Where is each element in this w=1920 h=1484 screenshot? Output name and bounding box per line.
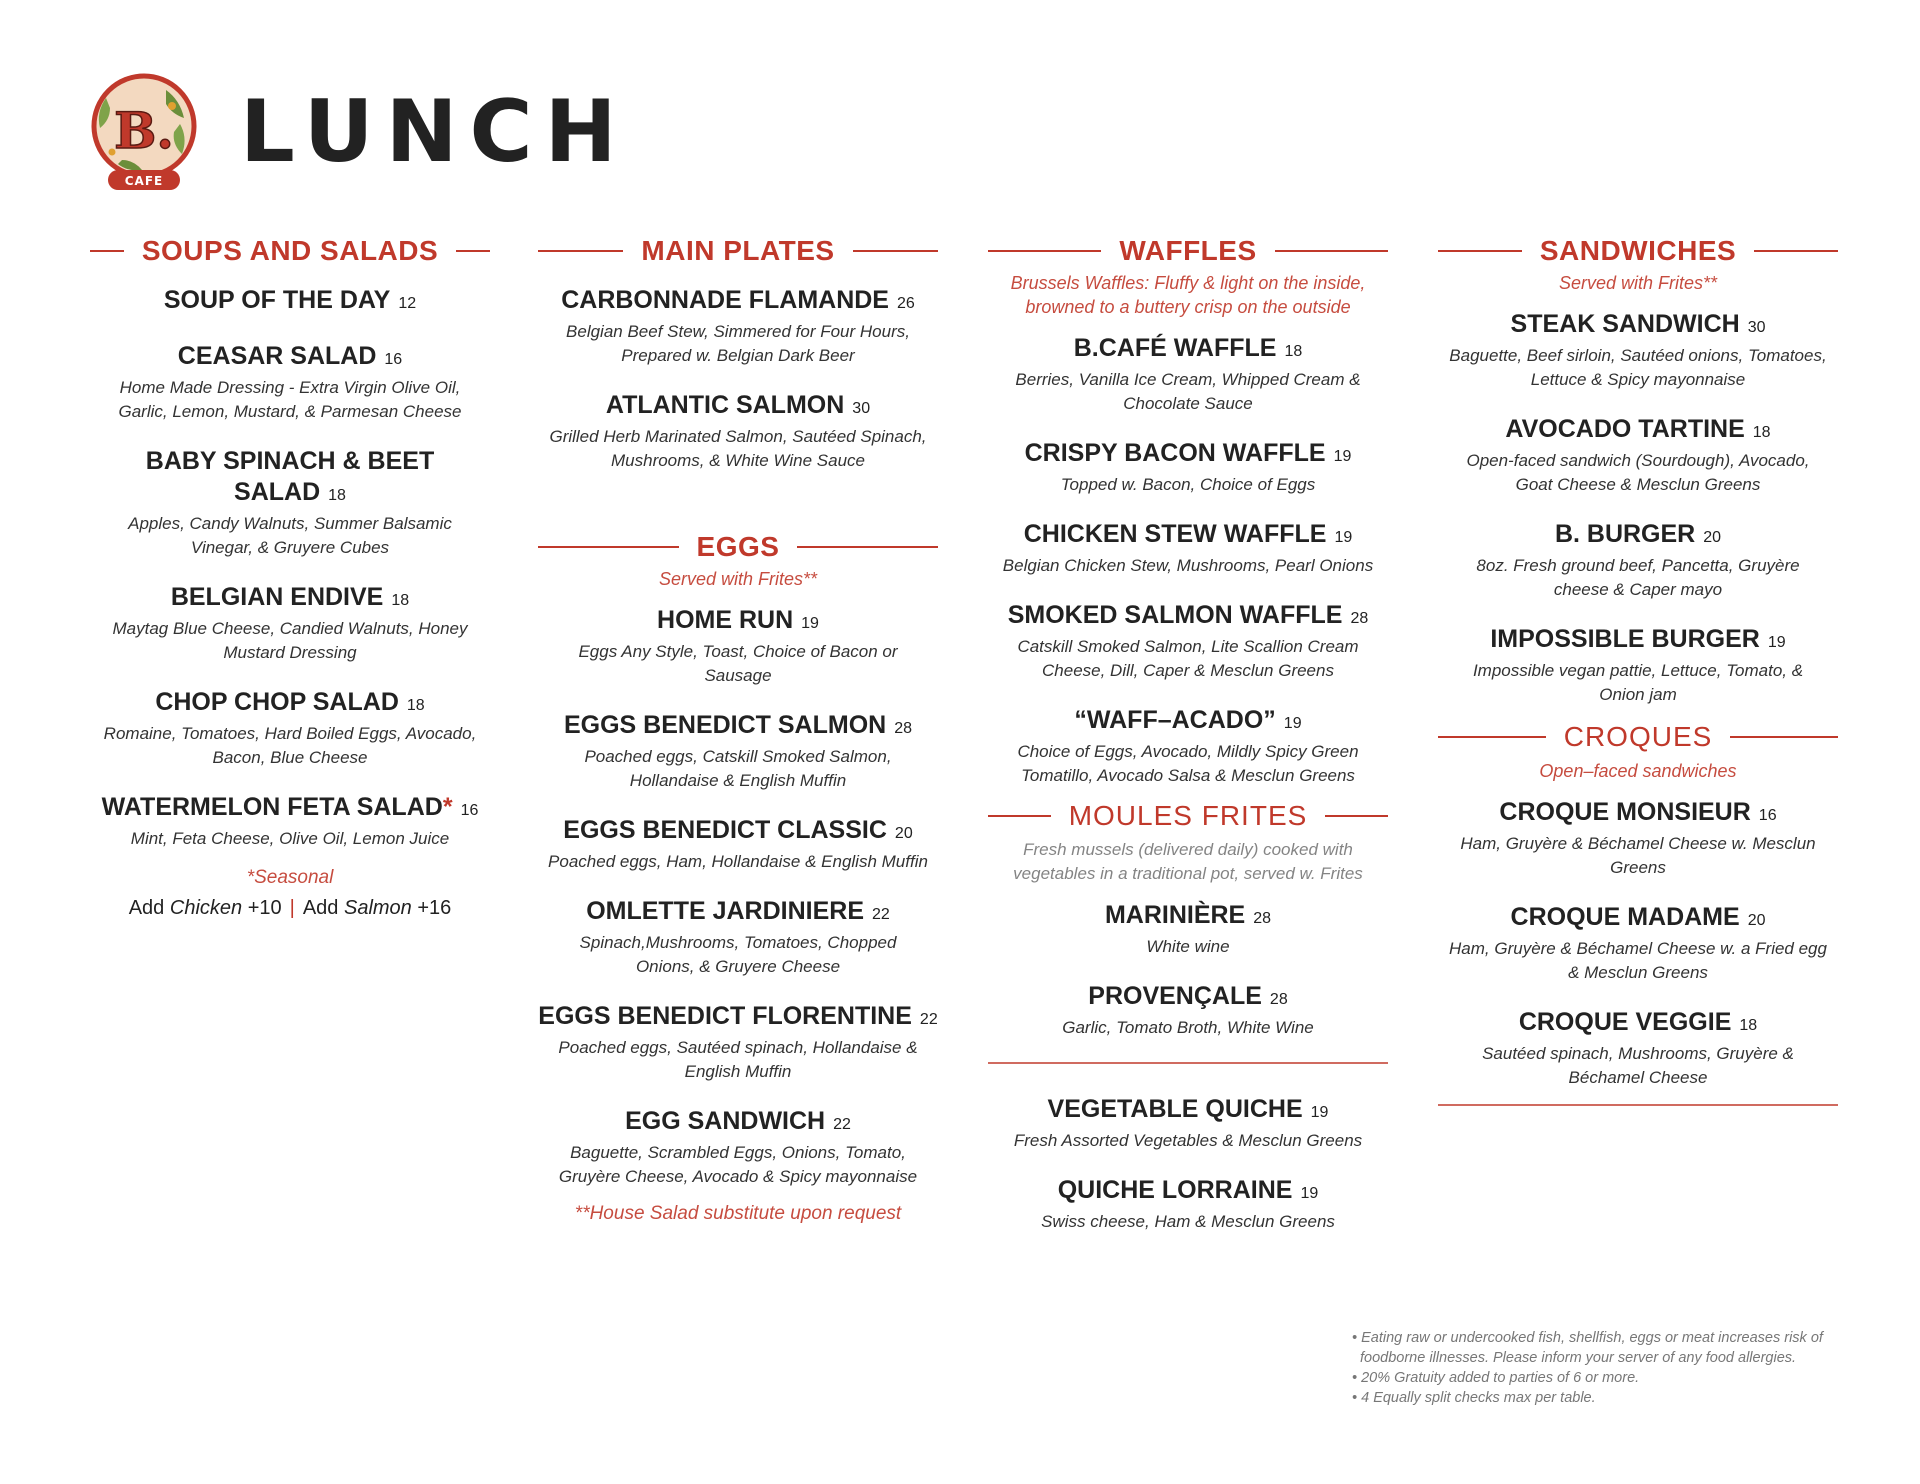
- item-description: Ham, Gruyère & Béchamel Cheese w. Mesclun Greens: [1460, 834, 1816, 877]
- item-description: 8oz. Fresh ground beef, Pancetta, Gruyère cheese & Caper mayo: [1476, 556, 1800, 599]
- item-name-line: [538, 710, 938, 744]
- item-price: 19: [1334, 529, 1353, 546]
- item-description: Garlic, Tomato Broth, White Wine: [1062, 1018, 1314, 1037]
- logo-emblem-icon: [88, 72, 200, 192]
- divider: [90, 250, 124, 252]
- item-price: 19: [1310, 1104, 1329, 1121]
- item-price: 18: [1752, 424, 1771, 441]
- item-description: Poached eggs, Sautéed spinach, Hollandaise & English Muffin: [558, 1038, 918, 1081]
- item-price: 22: [833, 1116, 851, 1133]
- item-name-line: [1438, 309, 1838, 343]
- item-name-line: [90, 341, 490, 375]
- item-name-line: [538, 285, 938, 319]
- item-name-line: [988, 1094, 1388, 1128]
- menu-item: [538, 815, 938, 874]
- bcafe-logo: [88, 72, 200, 192]
- item-description: Catskill Smoked Salmon, Lite Scallion Cream Cheese, Dill, Caper & Mesclun Greens: [1017, 637, 1359, 680]
- item-name-line: [538, 1001, 938, 1035]
- addon-separator: |: [289, 897, 295, 919]
- item-name: EGGS BENEDICT CLASSIC: [563, 816, 887, 844]
- item-price: 28: [1269, 991, 1288, 1008]
- disclaimer-line: • 4 Equally split checks max per table.: [1352, 1390, 1596, 1406]
- item-price: 28: [1253, 910, 1272, 927]
- addon-salmon-price: +16: [411, 897, 452, 919]
- item-price: 26: [896, 295, 915, 312]
- item-description: Open-faced sandwich (Sourdough), Avocado, Goat Cheese & Mesclun Greens: [1466, 451, 1810, 494]
- section-subtitle: Served with Frites**: [1558, 273, 1718, 293]
- item-description: Apples, Candy Walnuts, Summer Balsamic Vinegar, & Gruyere Cubes: [128, 514, 452, 557]
- menu-item: [90, 285, 490, 319]
- menu-item: [988, 900, 1388, 959]
- column-waffles-moules: [988, 235, 1388, 1256]
- divider: [797, 546, 938, 548]
- item-name-line: [1438, 519, 1838, 553]
- seasonal-asterisk: *: [442, 793, 453, 821]
- item-description: Sautéed spinach, Mushrooms, Gruyère & Béchamel Cheese: [1482, 1044, 1794, 1087]
- item-price: 19: [1283, 715, 1302, 732]
- menu-item: [1438, 624, 1838, 707]
- menu-item: [988, 1094, 1388, 1153]
- menu-item: [1438, 902, 1838, 985]
- item-price: 20: [1747, 912, 1766, 929]
- item-name: WATERMELON FETA SALAD: [101, 793, 443, 821]
- item-description: Mint, Feta Cheese, Olive Oil, Lemon Juice: [130, 829, 450, 848]
- item-name: CRISPY BACON WAFFLE: [1024, 439, 1326, 467]
- section-subtitle: Fresh mussels (delivered daily) cooked with vegetables in a traditional pot, served w. Frites: [1013, 840, 1363, 883]
- menu-item: [1438, 797, 1838, 880]
- item-price: 30: [1747, 319, 1766, 336]
- item-name-line: [988, 519, 1388, 553]
- item-price: 18: [1739, 1017, 1758, 1034]
- divider: [1438, 736, 1546, 738]
- item-name: ATLANTIC SALMON: [605, 391, 845, 419]
- divider: [1438, 250, 1522, 252]
- logo-text: CAFE: [124, 174, 164, 188]
- item-name-line: [988, 333, 1388, 367]
- item-name: VEGETABLE QUICHE: [1047, 1095, 1303, 1123]
- item-name: BELGIAN ENDIVE: [170, 583, 384, 611]
- item-price: 20: [1703, 529, 1722, 546]
- item-name: CROQUE MONSIEUR: [1499, 798, 1751, 826]
- item-name-line: [988, 705, 1388, 739]
- item-name: EGG SANDWICH: [625, 1107, 826, 1135]
- divider: [853, 250, 938, 252]
- item-price: 16: [1758, 807, 1777, 824]
- menu-item: [90, 446, 490, 560]
- addon-chicken-price: +10: [242, 897, 282, 919]
- item-name: MARINIÈRE: [1104, 901, 1246, 929]
- column-sandwiches-croques: [1438, 235, 1838, 1136]
- item-price: 22: [872, 906, 890, 923]
- item-name-line: [988, 900, 1388, 934]
- item-description: Fresh Assorted Vegetables & Mesclun Greens: [1013, 1131, 1363, 1150]
- section-subtitle: Brussels Waffles: Fluffy & light on the inside, browned to a buttery crisp on the outside: [1010, 273, 1366, 317]
- menu-item: [538, 1106, 938, 1189]
- menu-item: [1438, 519, 1838, 602]
- item-name-line: [538, 1106, 938, 1140]
- item-price: 28: [1350, 610, 1369, 627]
- page-title: LUNCH: [240, 82, 629, 182]
- item-name-line: [988, 438, 1388, 472]
- disclaimer-notes: [1352, 1328, 1852, 1408]
- item-name: IMPOSSIBLE BURGER: [1490, 625, 1760, 653]
- item-price: 16: [460, 802, 479, 819]
- divider: [1325, 815, 1388, 817]
- item-price: 30: [852, 400, 871, 417]
- item-description: Poached eggs, Catskill Smoked Salmon, Hollandaise & English Muffin: [584, 747, 892, 790]
- item-name: STEAK SANDWICH: [1510, 310, 1740, 338]
- item-name: CROQUE MADAME: [1510, 903, 1740, 931]
- item-name: B. BURGER: [1554, 520, 1696, 548]
- item-name: HOME RUN: [657, 606, 794, 634]
- item-name-line: [988, 981, 1388, 1015]
- item-price: 28: [894, 720, 913, 737]
- item-description: Poached eggs, Ham, Hollandaise & English Muffin: [548, 852, 928, 871]
- menu-item: [1438, 1007, 1838, 1090]
- divider: [1438, 1104, 1838, 1106]
- menu-item: [988, 1175, 1388, 1234]
- item-name-line: [538, 815, 938, 849]
- section-title: WAFFLES: [1119, 235, 1257, 266]
- menu-item: [538, 605, 938, 688]
- divider: [538, 546, 679, 548]
- section-header-croques: [1438, 721, 1838, 753]
- section-title: MAIN PLATES: [641, 235, 835, 266]
- item-name-line: [1438, 797, 1838, 831]
- divider: [538, 250, 623, 252]
- item-name: AVOCADO TARTINE: [1505, 415, 1745, 443]
- item-description: Baguette, Beef sirloin, Sautéed onions, Tomatoes, Lettuce & Spicy mayonnaise: [1449, 346, 1827, 389]
- divider: [456, 250, 490, 252]
- item-name: CHICKEN STEW WAFFLE: [1023, 520, 1327, 548]
- addon-line: [90, 897, 490, 920]
- menu-item: [538, 710, 938, 793]
- divider: [1754, 250, 1838, 252]
- item-name-line: [90, 687, 490, 721]
- item-name-line: [90, 446, 490, 511]
- divider: [988, 250, 1101, 252]
- section-title: MOULES FRITES: [1068, 800, 1308, 831]
- section-header-moules: [988, 800, 1388, 832]
- disclaimer-line: • 20% Gratuity added to parties of 6 or more.: [1352, 1370, 1640, 1386]
- item-description: Impossible vegan pattie, Lettuce, Tomato, & Onion jam: [1472, 661, 1804, 704]
- column-main-eggs: [538, 235, 938, 1225]
- menu-item: [538, 1001, 938, 1084]
- section-header-soups: [90, 235, 490, 267]
- item-name-line: [90, 792, 490, 826]
- menu-item: [988, 705, 1388, 788]
- item-name-line: [988, 1175, 1388, 1209]
- addon-chicken: Chicken: [169, 897, 243, 919]
- item-price: 18: [1284, 343, 1303, 360]
- section-title: SANDWICHES: [1539, 235, 1737, 266]
- menu-item: [1438, 309, 1838, 392]
- item-description: Berries, Vanilla Ice Cream, Whipped Cream & Chocolate Sauce: [1015, 370, 1361, 413]
- item-description: Topped w. Bacon, Choice of Eggs: [1060, 475, 1316, 494]
- item-price: 18: [391, 592, 410, 609]
- section-subtitle: Served with Frites**: [658, 569, 818, 589]
- item-price: 12: [398, 295, 417, 312]
- item-price: 18: [328, 487, 346, 504]
- item-description: Belgian Beef Stew, Simmered for Four Hours, Prepared w. Belgian Dark Beer: [566, 322, 910, 365]
- item-name-line: [988, 600, 1388, 634]
- item-name: BABY SPINACH & BEET SALAD: [145, 447, 435, 506]
- item-name-line: [538, 605, 938, 639]
- section-header-eggs: [538, 531, 938, 563]
- item-price: 19: [801, 615, 819, 632]
- section-header-main: [538, 235, 938, 267]
- item-name-line: [1438, 902, 1838, 936]
- item-name: CROQUE VEGGIE: [1518, 1008, 1732, 1036]
- menu-item: [1438, 414, 1838, 497]
- menu-item: [988, 981, 1388, 1040]
- section-header-sandwiches: [1438, 235, 1838, 267]
- addon-text: Add: [128, 897, 170, 919]
- item-description: Swiss cheese, Ham & Mesclun Greens: [1041, 1212, 1335, 1231]
- item-name-line: [1438, 624, 1838, 658]
- item-name: CARBONNADE FLAMANDE: [561, 286, 889, 314]
- item-description: Maytag Blue Cheese, Candied Walnuts, Honey Mustard Dressing: [112, 619, 468, 662]
- item-name-line: [538, 390, 938, 424]
- item-description: Belgian Chicken Stew, Mushrooms, Pearl Onions: [1002, 556, 1374, 575]
- item-description: Choice of Eggs, Avocado, Mildly Spicy Green Tomatillo, Avocado Salsa & Mesclun Greens: [1017, 742, 1359, 785]
- item-description: Baguette, Scrambled Eggs, Onions, Tomato, Gruyère Cheese, Avocado & Spicy mayonnaise: [558, 1143, 918, 1186]
- item-price: 19: [1767, 634, 1786, 651]
- item-name-line: [90, 285, 490, 319]
- item-name: EGGS BENEDICT SALMON: [563, 711, 887, 739]
- column-soups-salads: [90, 235, 490, 920]
- item-description: Grilled Herb Marinated Salmon, Sautéed Spinach, Mushrooms, & White Wine Sauce: [549, 427, 927, 470]
- menu-item: [988, 519, 1388, 578]
- divider: [1730, 736, 1838, 738]
- item-name: QUICHE LORRAINE: [1057, 1176, 1293, 1204]
- item-price: 18: [406, 697, 425, 714]
- item-description: Romaine, Tomatoes, Hard Boiled Eggs, Avocado, Bacon, Blue Cheese: [103, 724, 477, 767]
- item-price: 20: [894, 825, 913, 842]
- menu-item: [988, 438, 1388, 497]
- item-description: Eggs Any Style, Toast, Choice of Bacon or Sausage: [578, 642, 898, 685]
- menu-item: [90, 792, 490, 851]
- addon-salmon: Salmon: [343, 897, 412, 919]
- item-name-line: [1438, 1007, 1838, 1041]
- disclaimer-line: • Eating raw or undercooked fish, shellfish, eggs or meat increases risk of foodborne illnesses. Please inform your server of any food allergies.: [1352, 1330, 1823, 1366]
- seasonal-note: *Seasonal: [246, 867, 334, 888]
- addon-text: Add: [302, 897, 344, 919]
- item-price: 19: [1300, 1185, 1319, 1202]
- item-name: “WAFF–ACADO”: [1074, 706, 1276, 734]
- item-price: 19: [1333, 448, 1352, 465]
- item-price: 22: [919, 1011, 938, 1028]
- item-name: PROVENÇALE: [1088, 982, 1262, 1010]
- menu-item: [988, 333, 1388, 416]
- menu-item: [538, 285, 938, 368]
- item-price: 16: [384, 351, 403, 368]
- section-header-waffles: [988, 235, 1388, 267]
- section-title: CROQUES: [1563, 721, 1713, 752]
- item-name: B.CAFÉ WAFFLE: [1073, 334, 1277, 362]
- item-name: SMOKED SALMON WAFFLE: [1007, 601, 1343, 629]
- item-name: CHOP CHOP SALAD: [155, 688, 399, 716]
- item-name: CEASAR SALAD: [177, 342, 377, 370]
- house-salad-note: **House Salad substitute upon request: [574, 1203, 902, 1224]
- section-subtitle: Open–faced sandwiches: [1539, 761, 1737, 781]
- item-name: EGGS BENEDICT FLORENTINE: [538, 1002, 912, 1030]
- section-title: SOUPS AND SALADS: [141, 235, 439, 266]
- divider: [1275, 250, 1388, 252]
- item-name-line: [1438, 414, 1838, 448]
- logo-letter: B.: [114, 101, 174, 160]
- menu-item: [988, 600, 1388, 683]
- item-name: OMLETTE JARDINIERE: [586, 897, 864, 925]
- page-header: [88, 72, 629, 192]
- item-description: Ham, Gruyère & Béchamel Cheese w. a Fried egg & Mesclun Greens: [1449, 939, 1827, 982]
- menu-item: [90, 582, 490, 665]
- divider: [988, 815, 1051, 817]
- menu-item: [538, 896, 938, 979]
- menu-item: [90, 687, 490, 770]
- menu-item: [90, 341, 490, 424]
- item-description: White wine: [1146, 937, 1230, 956]
- item-name-line: [90, 582, 490, 616]
- item-description: Home Made Dressing - Extra Virgin Olive Oil, Garlic, Lemon, Mustard, & Parmesan Cheese: [118, 378, 462, 421]
- item-description: Spinach,Mushrooms, Tomatoes, Chopped Onions, & Gruyere Cheese: [579, 933, 897, 976]
- menu-item: [538, 390, 938, 473]
- item-name: SOUP OF THE DAY: [163, 286, 391, 314]
- section-title: EGGS: [696, 531, 780, 562]
- item-name-line: [538, 896, 938, 930]
- divider: [988, 1062, 1388, 1064]
